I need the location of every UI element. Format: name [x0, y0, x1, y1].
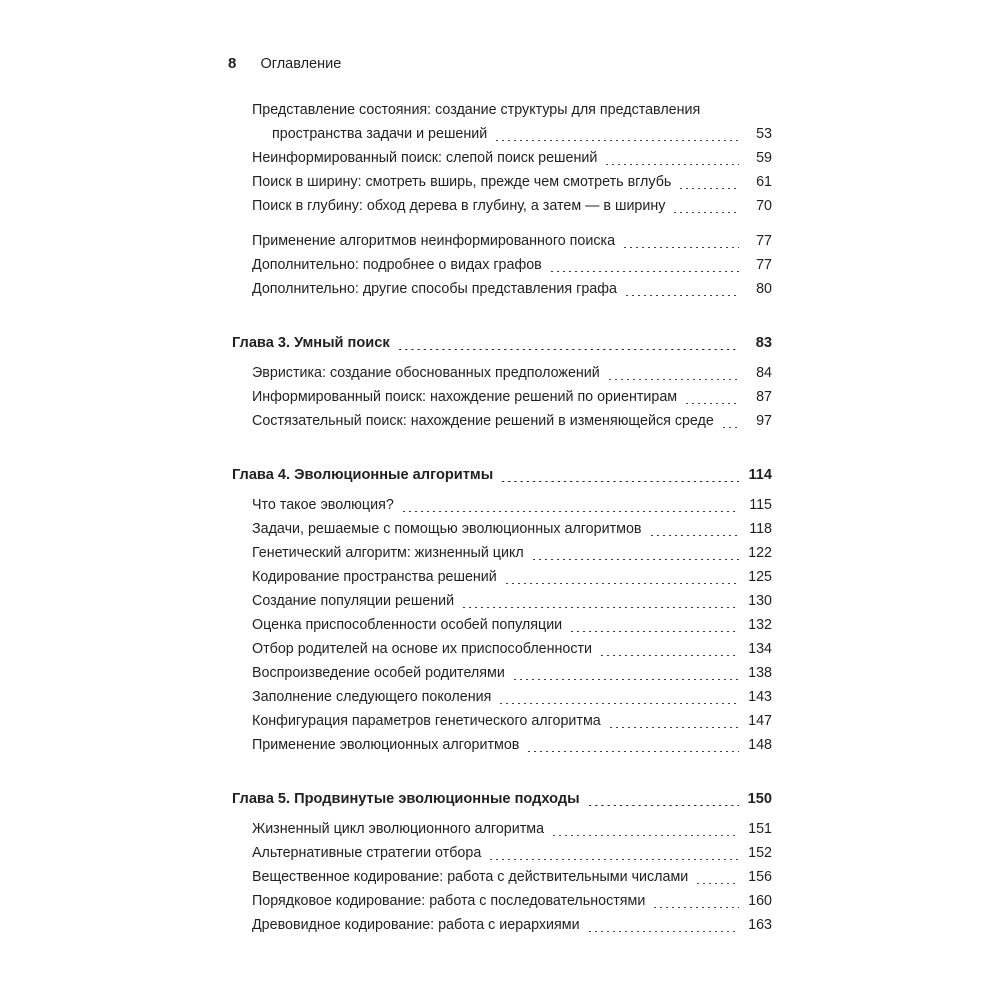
toc-entry-page-number: 114: [748, 467, 772, 483]
toc-section-entry[interactable]: [232, 277, 772, 301]
toc-section-entry[interactable]: [232, 733, 772, 757]
toc-entry-title: Кодирование пространства решений: [252, 569, 497, 585]
toc-section-entry[interactable]: [232, 361, 772, 385]
toc-entry-title: Дополнительно: другие способы представления графа: [252, 281, 617, 297]
toc-entry-page-number: 163: [748, 917, 772, 933]
toc-entry-page-number: 134: [748, 641, 772, 657]
toc-section-entry[interactable]: [232, 709, 772, 733]
toc-entry-title: Состязательный поиск: нахождение решений в изменяющейся среде: [252, 413, 714, 429]
dot-leader: [587, 805, 739, 806]
toc-section-entry[interactable]: [232, 170, 772, 194]
dot-leader: [512, 679, 739, 680]
toc-entry-title: Создание популяции решений: [252, 593, 455, 609]
toc-entry-page-number: 115: [749, 497, 772, 513]
toc-entry-title: Дополнительно: подробнее о видах графов: [252, 257, 542, 273]
dot-leader: [695, 883, 739, 884]
dot-leader: [569, 631, 739, 632]
dot-leader: [504, 583, 739, 584]
toc-section-entry[interactable]: [232, 817, 772, 841]
toc-entry-page-number: 156: [748, 869, 772, 885]
toc-section-entry[interactable]: [232, 493, 772, 517]
dot-leader: [622, 247, 739, 248]
toc-section-entry[interactable]: [232, 685, 772, 709]
toc-entry-title: Отбор родителей на основе их приспособленности: [252, 641, 593, 657]
dot-leader: [500, 481, 739, 482]
toc-entry-title-continued: [252, 122, 772, 146]
toc-entry-title: Конфигурация параметров генетического алгоритма: [252, 713, 601, 729]
dot-leader: [531, 559, 739, 560]
toc-section-entry[interactable]: [232, 565, 772, 589]
toc-entry-page-number: 147: [748, 713, 772, 729]
toc-entry-page-number: 151: [748, 821, 772, 837]
toc-entry-title: Заполнение следующего поколения: [252, 689, 492, 705]
toc-entry-page-number: 83: [755, 335, 772, 351]
toc-section-entry[interactable]: [232, 865, 772, 889]
toc-section-entry[interactable]: [232, 541, 772, 565]
toc-entry-page-number: 132: [748, 617, 772, 633]
toc-entry-title: Применение эволюционных алгоритмов: [252, 737, 520, 753]
toc-section-entry[interactable]: [232, 661, 772, 685]
table-of-contents: [232, 98, 772, 937]
toc-entry-title: Воспроизведение особей родителями: [252, 665, 505, 681]
toc-entry-page-number: 87: [756, 389, 772, 405]
toc-entry-title: Древовидное кодирование: работа с иерархиями: [252, 917, 580, 933]
toc-entry-page-number: 125: [748, 569, 772, 585]
toc-entry-title: Неинформированный поиск: слепой поиск решений: [252, 150, 598, 166]
toc-entry-page-number: 143: [748, 689, 772, 705]
page-folio: 8: [228, 55, 237, 72]
toc-section-entry[interactable]: [232, 194, 772, 218]
dot-leader: [488, 859, 739, 860]
dot-leader: [401, 511, 739, 512]
toc-section-entry[interactable]: [232, 613, 772, 637]
toc-entry-page-number: 77: [756, 233, 772, 249]
toc-section-entry[interactable]: [232, 385, 772, 409]
dot-leader: [608, 727, 739, 728]
toc-entry-title: Порядковое кодирование: работа с последовательностями: [252, 893, 646, 909]
toc-entry-page-number: 118: [749, 521, 772, 537]
dot-leader: [397, 349, 739, 350]
toc-section-entry[interactable]: [232, 98, 772, 146]
toc-entry-page-number: 152: [748, 845, 772, 861]
toc-section-entry[interactable]: [232, 253, 772, 277]
dot-leader: [551, 835, 739, 836]
toc-section-entry[interactable]: [232, 841, 772, 865]
dot-leader: [604, 164, 739, 165]
toc-entry-page-number: 84: [756, 365, 772, 381]
dot-leader: [721, 427, 739, 428]
toc-entry-title: Вещественное кодирование: работа с действительными числами: [252, 869, 689, 885]
toc-entry-page-number: 122: [748, 545, 772, 561]
dot-leader: [526, 751, 739, 752]
running-head: [228, 55, 341, 72]
toc-entry-page-number: 80: [756, 281, 772, 297]
running-head-title: Оглавление: [260, 56, 342, 72]
toc-entry-title: Глава 3. Умный поиск: [232, 335, 390, 351]
toc-section-entry[interactable]: [232, 229, 772, 253]
toc-entry-title: Поиск в глубину: обход дерева в глубину, а затем — в ширину: [252, 198, 666, 214]
toc-chapter-entry[interactable]: [232, 787, 772, 811]
toc-chapter-entry[interactable]: [232, 463, 772, 487]
dot-leader: [461, 607, 739, 608]
toc-entry-title: Оценка приспособленности особей популяции: [252, 617, 563, 633]
toc-section-entry[interactable]: [232, 637, 772, 661]
dot-leader: [672, 212, 739, 213]
toc-entry-page-number: 53: [756, 126, 772, 142]
toc-entry-page-number: 97: [756, 413, 772, 429]
dot-leader: [678, 188, 739, 189]
dot-leader: [587, 931, 739, 932]
dot-leader: [599, 655, 739, 656]
toc-entry-title: Альтернативные стратегии отбора: [252, 845, 482, 861]
toc-entry-title: Задачи, решаемые с помощью эволюционных алгоритмов: [252, 521, 642, 537]
toc-section-entry[interactable]: [232, 913, 772, 937]
toc-entry-title: Применение алгоритмов неинформированного поиска: [252, 233, 616, 249]
toc-chapter-entry[interactable]: [232, 331, 772, 355]
dot-leader: [652, 907, 739, 908]
dot-leader: [649, 535, 740, 536]
toc-entry-page-number: 138: [748, 665, 772, 681]
toc-entry-page-number: 130: [748, 593, 772, 609]
dot-leader: [624, 295, 739, 296]
toc-entry-title: Глава 4. Эволюционные алгоритмы: [232, 467, 494, 483]
toc-section-entry[interactable]: [232, 409, 772, 433]
toc-entry-title: Информированный поиск: нахождение решений по ориентирам: [252, 389, 678, 405]
toc-entry-page-number: 59: [756, 150, 772, 166]
dot-leader: [549, 271, 739, 272]
toc-entry-title: Жизненный цикл эволюционного алгоритма: [252, 821, 545, 837]
dot-leader: [498, 703, 739, 704]
dot-leader: [494, 140, 739, 141]
dot-leader: [607, 379, 739, 380]
toc-section-entry[interactable]: [232, 517, 772, 541]
toc-entry-title: Что такое эволюция?: [252, 497, 394, 513]
toc-section-entry[interactable]: [232, 889, 772, 913]
toc-entry-title: Генетический алгоритм: жизненный цикл: [252, 545, 524, 561]
toc-entry-page-number: 61: [756, 174, 772, 190]
toc-entry-title: Поиск в ширину: смотреть вширь, прежде чем смотреть вглубь: [252, 174, 672, 190]
toc-entry-title-line2: пространства задачи и решений: [272, 126, 488, 142]
toc-entry-title: Глава 5. Продвинутые эволюционные подходы: [232, 791, 580, 807]
toc-entry-page-number: 148: [748, 737, 772, 753]
toc-entry-title: Представление состояния: создание структуры для представления: [252, 102, 701, 118]
toc-section-entry[interactable]: [232, 589, 772, 613]
toc-entry-page-number: 150: [747, 791, 772, 807]
toc-entry-page-number: 160: [748, 893, 772, 909]
toc-entry-page-number: 70: [756, 198, 772, 214]
toc-entry-page-number: 77: [756, 257, 772, 273]
dot-leader: [684, 403, 739, 404]
toc-entry-title: Эвристика: создание обоснованных предположений: [252, 365, 600, 381]
toc-section-entry[interactable]: [232, 146, 772, 170]
